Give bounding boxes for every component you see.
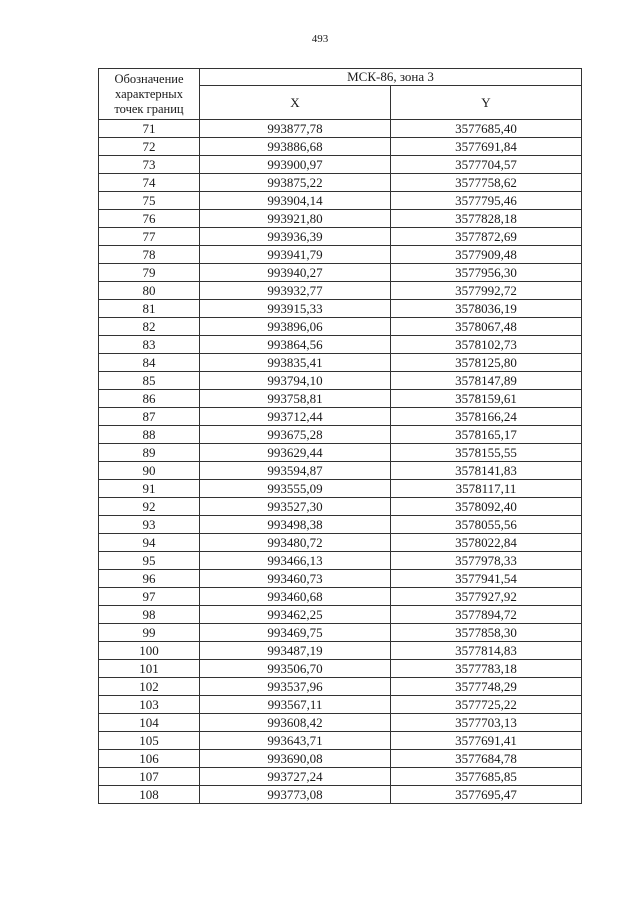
y-coordinate-cell: 3578165,17 <box>391 426 582 444</box>
point-id-cell: 82 <box>99 318 200 336</box>
table-row <box>99 480 582 498</box>
y-coordinate-cell: 3578067,48 <box>391 318 582 336</box>
x-coordinate-cell: 993940,27 <box>200 264 391 282</box>
y-coordinate-cell: 3577858,30 <box>391 624 582 642</box>
point-id-cell: 103 <box>99 696 200 714</box>
point-id-cell: 84 <box>99 354 200 372</box>
table-row <box>99 444 582 462</box>
x-coordinate-cell: 993941,79 <box>200 246 391 264</box>
x-coordinate-cell: 993932,77 <box>200 282 391 300</box>
y-coordinate-cell: 3577685,85 <box>391 768 582 786</box>
y-coordinate-cell: 3577978,33 <box>391 552 582 570</box>
x-coordinate-cell: 993460,73 <box>200 570 391 588</box>
x-coordinate-cell: 993537,96 <box>200 678 391 696</box>
table-row <box>99 660 582 678</box>
point-id-cell: 99 <box>99 624 200 642</box>
coordinate-system-header: МСК-86, зона 3 <box>200 69 582 86</box>
point-id-cell: 91 <box>99 480 200 498</box>
x-coordinate-cell: 993469,75 <box>200 624 391 642</box>
point-id-cell: 106 <box>99 750 200 768</box>
point-id-cell: 83 <box>99 336 200 354</box>
x-coordinate-cell: 993555,09 <box>200 480 391 498</box>
table-row <box>99 390 582 408</box>
table-row <box>99 642 582 660</box>
table-row <box>99 516 582 534</box>
table-row <box>99 534 582 552</box>
coordinates-table <box>98 68 582 804</box>
point-id-cell: 85 <box>99 372 200 390</box>
table-row <box>99 300 582 318</box>
point-id-cell: 73 <box>99 156 200 174</box>
table-row <box>99 588 582 606</box>
table-row <box>99 264 582 282</box>
y-coordinate-cell: 3578166,24 <box>391 408 582 426</box>
y-coordinate-cell: 3577703,13 <box>391 714 582 732</box>
y-coordinate-cell: 3578125,80 <box>391 354 582 372</box>
x-coordinate-cell: 993506,70 <box>200 660 391 678</box>
point-id-cell: 104 <box>99 714 200 732</box>
table-row <box>99 426 582 444</box>
point-id-cell: 87 <box>99 408 200 426</box>
point-id-cell: 94 <box>99 534 200 552</box>
point-id-cell: 95 <box>99 552 200 570</box>
y-coordinate-cell: 3577684,78 <box>391 750 582 768</box>
y-coordinate-cell: 3577872,69 <box>391 228 582 246</box>
y-coordinate-cell: 3578159,61 <box>391 390 582 408</box>
x-coordinate-cell: 993921,80 <box>200 210 391 228</box>
y-coordinate-cell: 3577828,18 <box>391 210 582 228</box>
y-coordinate-cell: 3578102,73 <box>391 336 582 354</box>
table-row <box>99 174 582 192</box>
table-row <box>99 120 582 138</box>
point-id-cell: 74 <box>99 174 200 192</box>
table-row <box>99 228 582 246</box>
y-coordinate-cell: 3577691,84 <box>391 138 582 156</box>
y-coordinate-cell: 3577758,62 <box>391 174 582 192</box>
table-row <box>99 786 582 804</box>
x-coordinate-cell: 993594,87 <box>200 462 391 480</box>
y-coordinate-cell: 3577748,29 <box>391 678 582 696</box>
y-coordinate-cell: 3578036,19 <box>391 300 582 318</box>
x-coordinate-cell: 993712,44 <box>200 408 391 426</box>
x-coordinate-cell: 993690,08 <box>200 750 391 768</box>
x-coordinate-cell: 993936,39 <box>200 228 391 246</box>
x-coordinate-cell: 993675,28 <box>200 426 391 444</box>
x-coordinate-cell: 993480,72 <box>200 534 391 552</box>
table-row <box>99 156 582 174</box>
point-id-cell: 72 <box>99 138 200 156</box>
table-row <box>99 696 582 714</box>
point-id-cell: 71 <box>99 120 200 138</box>
y-coordinate-cell: 3577992,72 <box>391 282 582 300</box>
y-coordinate-cell: 3578022,84 <box>391 534 582 552</box>
x-coordinate-cell: 993864,56 <box>200 336 391 354</box>
y-coordinate-cell: 3578092,40 <box>391 498 582 516</box>
table-row <box>99 678 582 696</box>
x-coordinate-cell: 993498,38 <box>200 516 391 534</box>
x-coordinate-cell: 993915,33 <box>200 300 391 318</box>
table-row <box>99 462 582 480</box>
point-id-cell: 78 <box>99 246 200 264</box>
x-coordinate-cell: 993773,08 <box>200 786 391 804</box>
x-column-header: X <box>200 86 391 120</box>
x-coordinate-cell: 993460,68 <box>200 588 391 606</box>
point-id-cell: 108 <box>99 786 200 804</box>
y-coordinate-cell: 3578117,11 <box>391 480 582 498</box>
y-coordinate-cell: 3577909,48 <box>391 246 582 264</box>
point-id-header: Обозначение характерных точек границ <box>99 69 200 120</box>
y-coordinate-cell: 3577783,18 <box>391 660 582 678</box>
point-id-cell: 92 <box>99 498 200 516</box>
point-id-cell: 96 <box>99 570 200 588</box>
y-coordinate-cell: 3578147,89 <box>391 372 582 390</box>
x-coordinate-cell: 993629,44 <box>200 444 391 462</box>
y-coordinate-cell: 3578155,55 <box>391 444 582 462</box>
point-id-cell: 101 <box>99 660 200 678</box>
x-coordinate-cell: 993896,06 <box>200 318 391 336</box>
y-coordinate-cell: 3577814,83 <box>391 642 582 660</box>
point-id-cell: 86 <box>99 390 200 408</box>
point-id-cell: 81 <box>99 300 200 318</box>
table-row <box>99 210 582 228</box>
x-coordinate-cell: 993466,13 <box>200 552 391 570</box>
x-coordinate-cell: 993462,25 <box>200 606 391 624</box>
table-row <box>99 552 582 570</box>
x-coordinate-cell: 993886,68 <box>200 138 391 156</box>
point-id-cell: 77 <box>99 228 200 246</box>
point-id-cell: 88 <box>99 426 200 444</box>
y-coordinate-cell: 3577685,40 <box>391 120 582 138</box>
table-row <box>99 138 582 156</box>
x-coordinate-cell: 993835,41 <box>200 354 391 372</box>
table-row <box>99 750 582 768</box>
table-row <box>99 408 582 426</box>
x-coordinate-cell: 993900,97 <box>200 156 391 174</box>
table-row <box>99 732 582 750</box>
point-id-cell: 90 <box>99 462 200 480</box>
table-row <box>99 624 582 642</box>
table-row <box>99 714 582 732</box>
table-row <box>99 192 582 210</box>
point-id-cell: 76 <box>99 210 200 228</box>
x-coordinate-cell: 993875,22 <box>200 174 391 192</box>
y-coordinate-cell: 3577704,57 <box>391 156 582 174</box>
page-number: 493 <box>311 33 329 45</box>
y-coordinate-cell: 3577941,54 <box>391 570 582 588</box>
point-id-cell: 98 <box>99 606 200 624</box>
table-row <box>99 246 582 264</box>
table-row <box>99 606 582 624</box>
table-header <box>99 69 582 120</box>
x-coordinate-cell: 993727,24 <box>200 768 391 786</box>
table-row <box>99 336 582 354</box>
y-coordinate-cell: 3578141,83 <box>391 462 582 480</box>
table-row <box>99 354 582 372</box>
table-row <box>99 768 582 786</box>
x-coordinate-cell: 993758,81 <box>200 390 391 408</box>
table-row <box>99 372 582 390</box>
point-id-cell: 105 <box>99 732 200 750</box>
x-coordinate-cell: 993877,78 <box>200 120 391 138</box>
point-id-cell: 80 <box>99 282 200 300</box>
x-coordinate-cell: 993567,11 <box>200 696 391 714</box>
point-id-cell: 107 <box>99 768 200 786</box>
x-coordinate-cell: 993794,10 <box>200 372 391 390</box>
table-row <box>99 282 582 300</box>
point-id-cell: 97 <box>99 588 200 606</box>
y-coordinate-cell: 3577927,92 <box>391 588 582 606</box>
y-coordinate-cell: 3578055,56 <box>391 516 582 534</box>
y-coordinate-cell: 3577725,22 <box>391 696 582 714</box>
x-coordinate-cell: 993487,19 <box>200 642 391 660</box>
y-coordinate-cell: 3577956,30 <box>391 264 582 282</box>
x-coordinate-cell: 993643,71 <box>200 732 391 750</box>
table-body <box>99 120 582 804</box>
y-coordinate-cell: 3577695,47 <box>391 786 582 804</box>
point-id-cell: 100 <box>99 642 200 660</box>
point-id-cell: 93 <box>99 516 200 534</box>
x-coordinate-cell: 993904,14 <box>200 192 391 210</box>
point-id-cell: 89 <box>99 444 200 462</box>
table-row <box>99 498 582 516</box>
y-coordinate-cell: 3577894,72 <box>391 606 582 624</box>
table-row <box>99 570 582 588</box>
point-id-cell: 102 <box>99 678 200 696</box>
y-coordinate-cell: 3577795,46 <box>391 192 582 210</box>
x-coordinate-cell: 993527,30 <box>200 498 391 516</box>
y-column-header: Y <box>391 86 582 120</box>
table-row <box>99 318 582 336</box>
point-id-cell: 75 <box>99 192 200 210</box>
y-coordinate-cell: 3577691,41 <box>391 732 582 750</box>
x-coordinate-cell: 993608,42 <box>200 714 391 732</box>
point-id-cell: 79 <box>99 264 200 282</box>
